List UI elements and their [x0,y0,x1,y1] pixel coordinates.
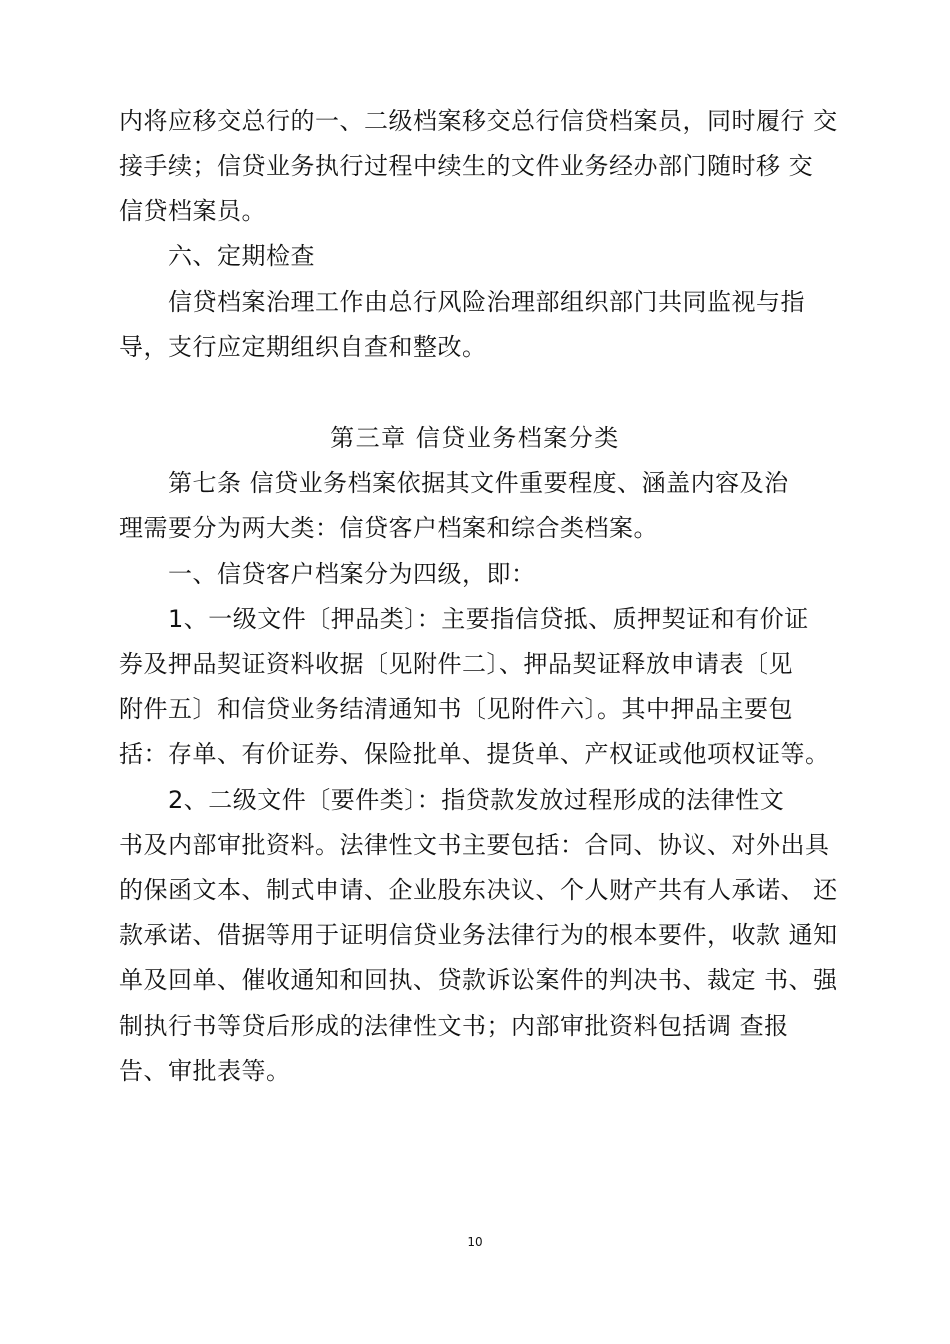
body-text-line: 的保函文本、制式申请、企业股东决议、个人财产共有人承诺、 还 [119,876,838,904]
body-text-line: 券及押品契证资料收据〔见附件二〕、押品契证释放申请表〔见 [119,650,793,678]
body-text-line: 2、二级文件〔要件类〕：指贷款发放过程形成的法律性文 [168,786,785,814]
chapter-heading: 第三章 信贷业务档案分类 [330,424,620,452]
body-text-line: 括：存单、有价证券、保险批单、提货单、产权证或他项权证等。 [119,740,830,768]
page-number: 10 [467,1235,483,1249]
body-text-line: 信贷档案治理工作由总行风险治理部组织部门共同监视与指 [168,288,805,316]
article-text-line: 第七条 信贷业务档案依据其文件重要程度、涵盖内容及治 [168,469,789,497]
body-text-line: 制执行书等贷后形成的法律性文书；内部审批资料包括调 查报 [119,1012,789,1040]
body-text-line: 书及内部审批资料。法律性文书主要包括：合同、协议、对外出具 [119,831,830,859]
body-text-line: 单及回单、催收通知和回执、贷款诉讼案件的判决书、裁定 书、强 [119,966,838,994]
body-text-line: 导，支行应定期组织自查和整改。 [119,333,487,361]
body-text-line: 接手续；信贷业务执行过程中续生的文件业务经办部门随时移 交 [119,152,814,180]
section-heading: 一、信贷客户档案分为四级，即： [168,560,536,588]
body-text-line: 款承诺、借据等用于证明信贷业务法律行为的根本要件，收款 通知 [119,921,838,949]
body-text-line: 理需要分为两大类：信贷客户档案和综合类档案。 [119,514,658,542]
body-text-line: 告、审批表等。 [119,1057,291,1085]
body-text-line: 内将应移交总行的一、二级档案移交总行信贷档案员，同时履行 交 [119,107,838,135]
body-text-line: 附件五〕和信贷业务结清通知书〔见附件六〕。其中押品主要包 [119,695,793,723]
section-heading: 六、定期检查 [168,242,315,270]
body-text-line: 1、一级文件〔押品类〕：主要指信贷抵、质押契证和有价证 [168,605,809,633]
body-text-line: 信贷档案员。 [119,197,266,225]
